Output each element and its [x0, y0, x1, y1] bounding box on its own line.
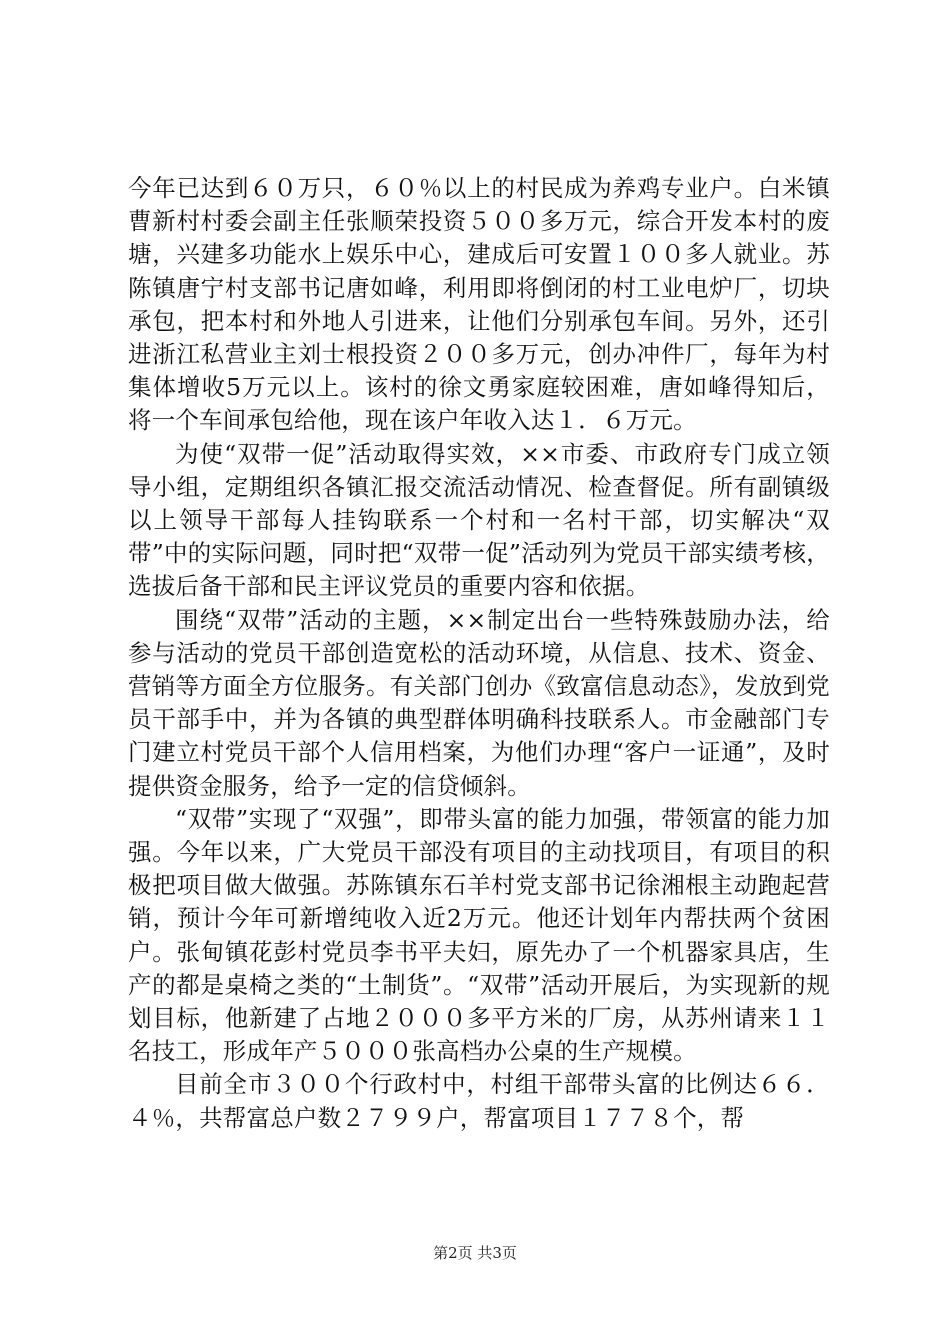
paragraph-5: 目前全市３００个行政村中，村组干部带头富的比例达６６．４％，共帮富总户数２７９９户，帮富项目１７７８个，帮: [128, 1070, 830, 1132]
paragraph-3: 围绕“双带”活动的主题，××制定出台一些特殊鼓励办法，给参与活动的党员干部创造宽松的活动环境，从信息、技术、资金、营销等方面全方位服务。有关部门创办《致富信息动态》，发放到党员干部手中，并为各镇的典型群体明确科技联系人。市金融部门专门建立村党员干部个人信用档案，为他们办理“客户一证通”，及时提供资金服务，给予一定的信贷倾斜。: [128, 605, 830, 800]
paragraph-1: 今年已达到６０万只，６０％以上的村民成为养鸡专业户。白米镇曹新村村委会副主任张顺荣投资５００多万元，综合开发本村的废塘，兴建多功能水上娱乐中心，建成后可安置１００多人就业。苏陈镇唐宁村支部书记唐如峰，利用即将倒闭的村工业电炉厂，切块承包，把本村和外地人引进来，让他们分别承包车间。另外，还引进浙江私营业主刘士根投资２００多万元，创办冲件厂，每年为村集体增收5万元以上。该村的徐文勇家庭较困难，唐如峰得知后，将一个车间承包给他，现在该户年收入达１．６万元。: [128, 174, 830, 435]
paragraph-2: 为使“双带一促”活动取得实效，××市委、市政府专门成立领导小组，定期组织各镇汇报交流活动情况、检查督促。所有副镇级以上领导干部每人挂钩联系一个村和一名村干部，切实解决“双带”中的实际问题，同时把“双带一促”活动列为党员干部实绩考核，选拔后备干部和民主评议党员的重要内容和依据。: [128, 439, 830, 601]
paragraph-4: “双带”实现了“双强”，即带头富的能力加强，带领富的能力加强。今年以来，广大党员干部没有项目的主动找项目，有项目的积极把项目做大做强。苏陈镇东石羊村党支部书记徐湘根主动跑起营销，预计今年可新增纯收入近2万元。他还计划年内帮扶两个贫困户。张甸镇花彭村党员李书平夫妇，原先办了一个机器家具店，生产的都是桌椅之类的“土制货”。“双带”活动开展后，为实现新的规划目标，他新建了占地２０００多平方米的厂房，从苏州请来１１名技工，形成年产５０００张高档办公桌的生产规模。: [128, 804, 830, 1066]
body-text: [128, 172, 830, 1135]
page-footer: 第2页 共3页: [433, 1244, 517, 1262]
